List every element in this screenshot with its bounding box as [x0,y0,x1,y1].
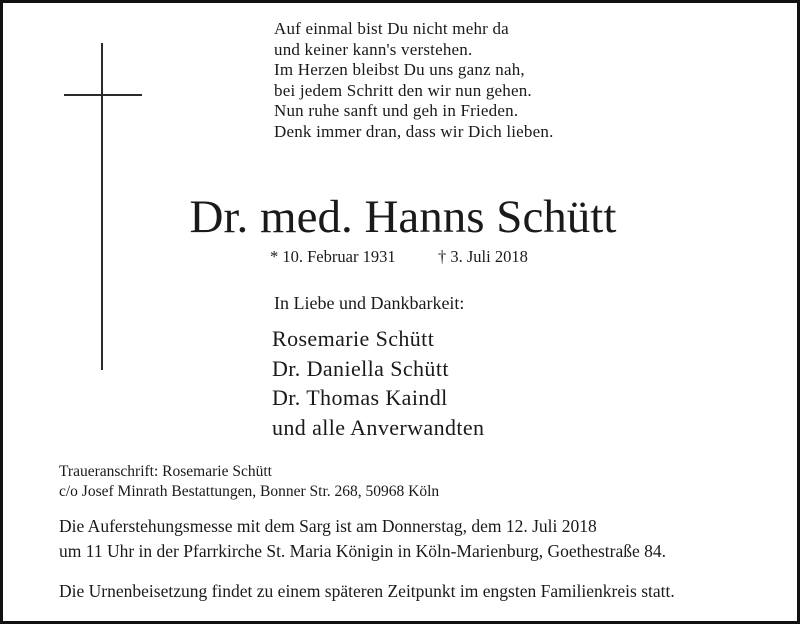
service-line: Die Auferstehungsmesse mit dem Sarg ist am Donnerstag, dem 12. Juli 2018 [59,516,597,536]
mourner-name: Rosemarie Schütt [272,326,435,351]
burial-note: Die Urnenbeisetzung findet zu einem späteren Zeitpunkt im engsten Familienkreis statt. [59,581,675,601]
address-line: Traueranschrift: Rosemarie Schütt [59,463,272,480]
address-line: c/o Josef Minrath Bestattungen, Bonner Str. 268, 50968 Köln [59,483,440,500]
mourner-name: Dr. Daniella Schütt [272,355,449,381]
death-date: † 3. Juli 2018 [438,247,528,266]
service-announcement [59,514,666,564]
mourner-name: und alle Anverwandten [272,414,485,440]
mourner-name: Dr. Thomas Kaindl [272,385,448,410]
cross-horizontal-beam [64,94,142,96]
birth-date: * 10. Februar 1931 [270,247,396,266]
poem [274,19,554,142]
poem-line: und keiner kann's verstehen. [274,39,473,59]
service-line: um 11 Uhr in der Pfarrkirche St. Maria Königin in Köln-Marienburg, Goethestraße 84. [59,541,667,561]
poem-line: bei jedem Schritt den wir nun gehen. [274,80,532,100]
poem-line: Auf einmal bist Du nicht mehr da [274,19,509,38]
poem-line: Denk immer dran, dass wir Dich lieben. [274,121,554,141]
mourning-address [59,462,439,502]
poem-line: Nun ruhe sanft und geh in Frieden. [274,101,519,120]
mourners-list [272,324,484,442]
deceased-name: Dr. med. Hanns Schütt [189,191,617,243]
mourners-intro: In Liebe und Dankbarkeit: [274,293,465,313]
poem-line: Im Herzen bleibst Du uns ganz nah, [274,60,525,79]
